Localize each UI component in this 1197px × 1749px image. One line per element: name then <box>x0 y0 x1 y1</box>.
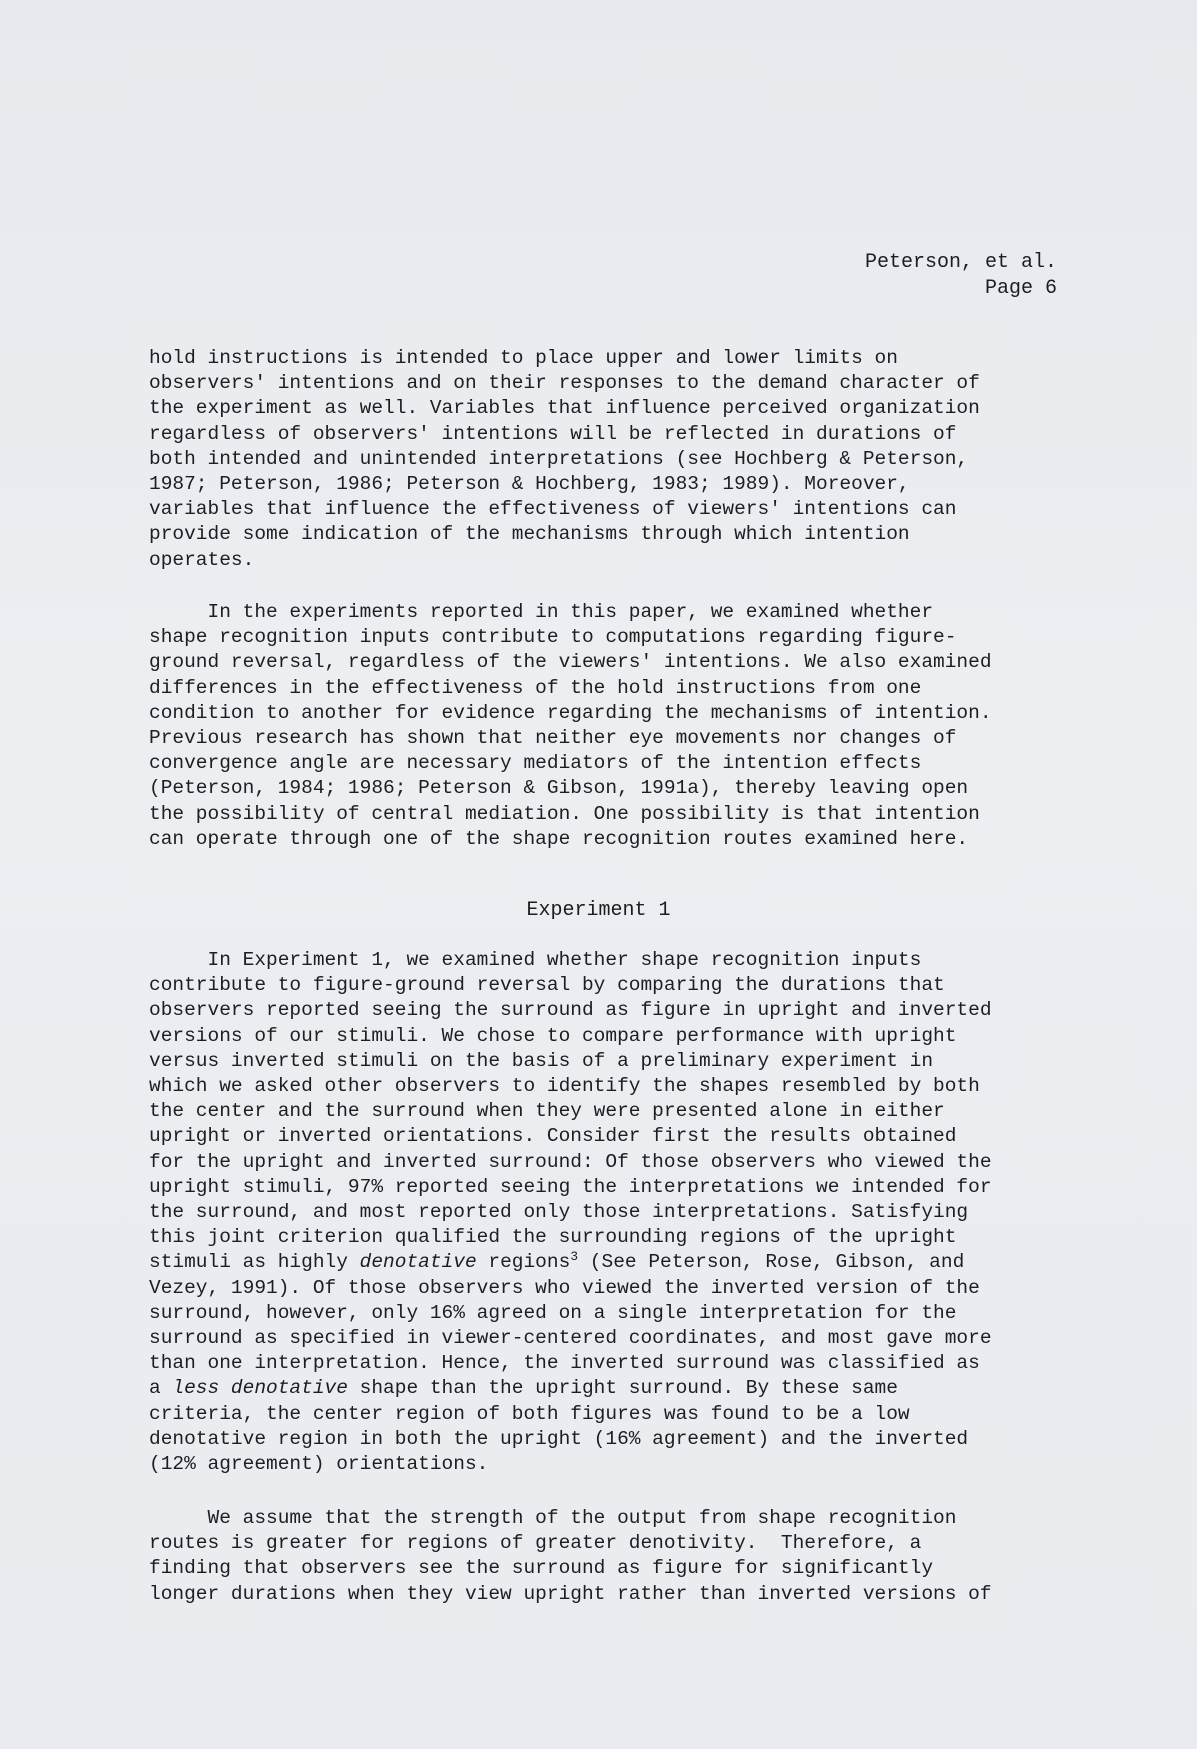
author-header: Peterson, et al. <box>864 251 1057 274</box>
paragraph-experiments-reported: In the experiments reported in this paper, we examined whether shape recognition inputs contribute to computations regarding figure- ground reversal, regardless of the viewers' intentions. We also examined differences in the effectiveness of the hold instructions from one condition to another for evidence regarding the mechanisms of intention. Previous research has shown that neither eye movements nor changes of convergence angle are necessary mediators of the intention effects (Peterson, 1984; 1986; Peterson & Gibson, 1991a), thereby leaving open the possibility of central mediation. One possibility is that intention can operate through one of the shape recognition routes examined here. <box>149 601 992 850</box>
paragraph-experiment-1: In Experiment 1, we examined whether shape recognition inputs contribute to figure-ground reversal by comparing the durations that observers reported seeing the surround as figure in upright and inverted versions of our stimuli. We chose to compare performance with upright versus inverted stimuli on the basis of a preliminary experiment in which we asked other observers to identify the shapes resembled by both the center and the surround when they were presented alone in either upright or inverted orientations. Consider first the results obtained for the upright and inverted surround: Of those observers who viewed the upright stimuli, 97% reported seeing the interpretations we intended for the surround, and most reported only those interpretations. Satisfying this joint criterion qualified the surrounding regions of the upright stimuli as highly denotative regions$^3$ (See Peterson, Rose, Gibson, and Vezey, 1991). Of those observers who viewed the inverted version of the surround, however, only 16% agreed on a single interpretation for the surround as specified in viewer-centered coordinates, and most gave more than one interpretation. Hence, the inverted surround was classified as a less denotative shape than the upright surround. By these same criteria, the center region of both figures was found to be a low denotative region in both the upright (16% agreement) and the inverted (12% agreement) orientations. <box>149 949 992 1476</box>
running-head <box>865 250 1057 302</box>
line-less-denotative: a less denotative shape than the upright surround. By these same <box>149 1377 898 1400</box>
section-heading: Experiment 1 <box>526 899 671 922</box>
emphasis-denotative: denotative <box>359 1251 477 1274</box>
footnote-marker: 3 <box>570 1249 579 1265</box>
line-denotative: stimuli as highly denotative regions$^3$ (See Peterson, Rose, Gibson, and <box>149 1249 965 1274</box>
paragraph-hold-instructions: hold instructions is intended to place upper and lower limits on observers' intentions and on their responses to the demand character of the experiment as well. Variables that influence perceived organization regardless of observers' intentions will be reflected in durations of both intended and unintended interpretations (see Hochberg & Peterson, 1987; Peterson, 1986; Peterson & Hochberg, 1983; 1989). Moreover, variables that influence the effectiveness of viewers' intentions can provide some indication of the mechanisms through which intention operates. <box>149 347 980 571</box>
page-number: Page 6 <box>984 277 1057 300</box>
paragraph-assumption: We assume that the strength of the output from shape recognition routes is greater for regions of greater denotivity. Therefore, a finding that observers see the surround as figure for significantly longer durations when they view upright rather than inverted versions of <box>149 1507 992 1605</box>
emphasis-less-denotative: less denotative <box>172 1377 348 1400</box>
